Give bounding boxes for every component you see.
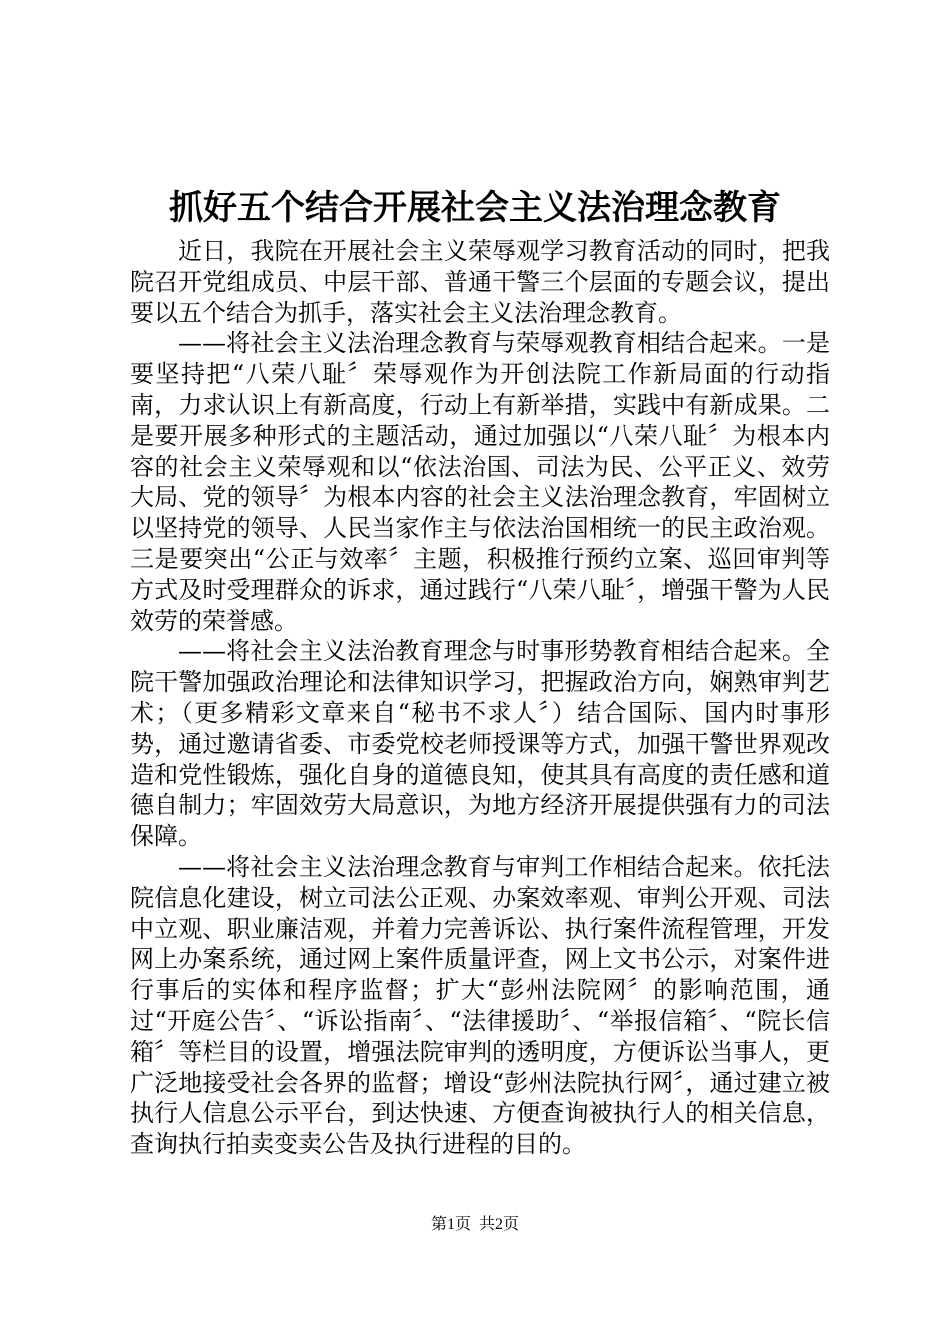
page-total: 共2页 bbox=[479, 1216, 520, 1233]
page-number: 第1页 bbox=[430, 1216, 471, 1233]
document-body bbox=[130, 236, 830, 1160]
paragraph-honor-disgrace: ——将社会主义法治理念教育与荣辱观教育相结合起来。一是要坚持把“八荣八耻〞荣辱观作为开创法院工作新局面的行动指南，力求认识上有新高度，行动上有新举措，实践中有新成果。二是要开展多种形式的主题活动，通过加强以“八荣八耻〞为根本内容的社会主义荣辱观和以“依法治国、司法为民、公平正义、效劳大局、党的领导〞为根本内容的社会主义法治理念教育，牢固树立以坚持党的领导、人民当家作主与依法治国相统一的民主政治观。三是要突出“公正与效率〞主题，积极推行预约立案、巡回审判等方式及时受理群众的诉求，通过践行“八荣八耻〞，增强干警为人民效劳的荣誉感。 bbox=[130, 329, 830, 635]
paragraph-intro: 近日，我院在开展社会主义荣辱观学习教育活动的同时，把我院召开党组成员、中层干部、普通干警三个层面的专题会议，提出要以五个结合为抓手，落实社会主义法治理念教育。 bbox=[130, 237, 830, 327]
paragraph-current-affairs: ——将社会主义法治教育理念与时事形势教育相结合起来。全院干警加强政治理论和法律知识学习，把握政治方向，娴熟审判艺术；（更多精彩文章来自“秘书不求人〞）结合国际、国内时事形势，通过邀请省委、市委党校老师授课等方式，加强干警世界观改造和党性锻炼，强化自身的道德良知，使其具有高度的责任感和道德自制力；牢固效劳大局意识，为地方经济开展提供强有力的司法保障。 bbox=[130, 637, 830, 851]
paragraph-trial-work: ——将社会主义法治理念教育与审判工作相结合起来。依托法院信息化建设，树立司法公正观、办案效率观、审判公开观、司法中立观、职业廉洁观，并着力完善诉讼、执行案件流程管理，开发网上办案系统，通过网上案件质量评查，网上文书公示，对案件进行事后的实体和程序监督；扩大“彭州法院网〞的影响范围，通过“开庭公告〞、“诉讼指南〞、“法律援助〞、“举报信箱〞、“院长信箱〞等栏目的设置，增强法院审判的透明度，方便诉讼当事人，更广泛地接受社会各界的监督；增设“彭州法院执行网〞，通过建立被执行人信息公示平台，到达快速、方便查询被执行人的相关信息，查询执行拍卖变卖公告及执行进程的目的。 bbox=[130, 852, 830, 1159]
page-title: 抓好五个结合开展社会主义法治理念教育 bbox=[169, 188, 781, 228]
page-footer bbox=[0, 1215, 950, 1235]
